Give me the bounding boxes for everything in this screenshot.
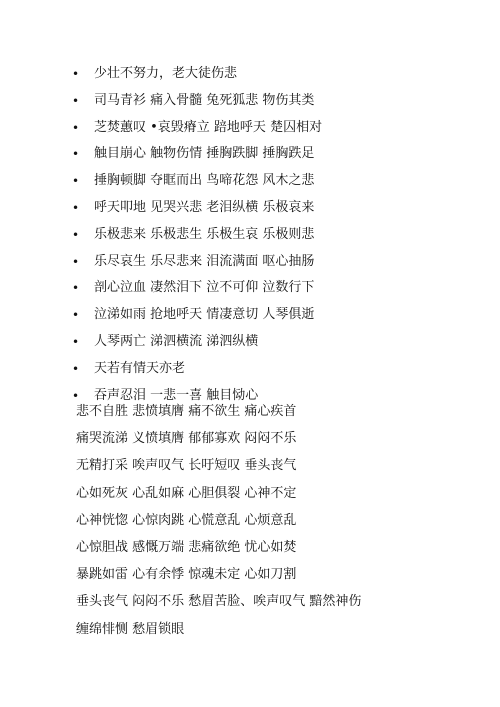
list-item (72, 61, 322, 88)
list-item-text: 捶胸顿脚 夺眶而出 鸟啼花怨 风木之悲 (94, 173, 315, 189)
list-item-text: 少壮不努力，老大徒伤悲 (94, 66, 238, 81)
bullet-icon: • (72, 254, 80, 269)
text-line: 悲不自胜 悲愤填膺 痛不欲生 痛心疾首 (76, 404, 297, 419)
list-item-text: 司马青衫 痛入骨髓 兔死狐悲 物伤其类 (94, 92, 315, 108)
list-item (72, 329, 322, 356)
text-line: 无精打采 唉声叹气 长吁短叹 垂头丧气 (76, 458, 297, 474)
list-item-text: 泣涕如雨 抢地呼天 情凄意切 人琴俱逝 (94, 307, 315, 323)
bullet-icon: • (72, 200, 80, 215)
bullet-icon: • (72, 388, 80, 403)
list-item (72, 168, 322, 195)
bullet-icon: • (72, 147, 80, 162)
text-line: 心如死灰 心乱如麻 心胆俱裂 心神不定 (76, 485, 297, 501)
list-item-text: 人琴两亡 涕泗横流 涕泗纵横 (94, 333, 259, 349)
text-line: 心惊胆战 感慨万端 悲痛欲绝 忧心如焚 (76, 539, 297, 555)
list-item (72, 115, 322, 142)
list-item (72, 249, 322, 276)
list-item-text: 触目崩心 触物伤情 捶胸跌脚 捶胸跌足 (94, 146, 315, 162)
list-item (72, 222, 322, 249)
bulleted-idiom-list (72, 61, 322, 409)
bullet-icon: • (72, 120, 80, 135)
list-item-text: 呼天叩地 见哭兴悲 老泪纵横 乐极哀来 (94, 199, 315, 215)
list-item (72, 275, 322, 302)
bullet-icon: • (72, 281, 80, 296)
text-line: 暴跳如雷 心有余悸 惊魂未定 心如刀割 (76, 567, 297, 583)
list-item (72, 88, 322, 115)
text-line: 心神恍惚 心惊肉跳 心慌意乱 心烦意乱 (76, 512, 297, 528)
bullet-icon: • (72, 227, 80, 242)
list-item-text: 芝焚蕙叹 •哀毁瘠立 踣地呼天 楚囚相对 (94, 119, 323, 135)
bullet-icon: • (72, 361, 80, 376)
list-item-text: 剖心泣血 凄然泪下 泣不可仰 泣数行下 (94, 280, 315, 296)
bullet-icon: • (72, 93, 80, 108)
list-item-text: 乐极悲来 乐极悲生 乐极生哀 乐极则悲 (94, 226, 315, 242)
text-line: 痛哭流涕 义愤填膺 郁郁寡欢 闷闷不乐 (76, 431, 297, 447)
list-item (72, 302, 322, 329)
list-item-text: 天若有情天亦老 (94, 360, 186, 376)
bullet-icon: • (72, 67, 80, 81)
text-line: 垂头丧气 闷闷不乐 愁眉苦脸、唉声叹气 黯然神伤 (76, 594, 362, 610)
text-line: 缠绵悱恻 愁眉锁眼 (76, 621, 185, 637)
bullet-icon: • (72, 334, 80, 349)
list-item-text: 吞声忍泪 一悲一喜 触目恸心 (94, 387, 259, 403)
list-item-text: 乐尽哀生 乐尽悲来 泪流满面 呕心抽肠 (94, 253, 315, 269)
list-item (72, 141, 322, 168)
bullet-icon: • (72, 174, 80, 189)
list-item (72, 356, 322, 383)
bullet-icon: • (72, 308, 80, 323)
idiom-paragraph-lines (76, 398, 361, 643)
list-item (72, 195, 322, 222)
